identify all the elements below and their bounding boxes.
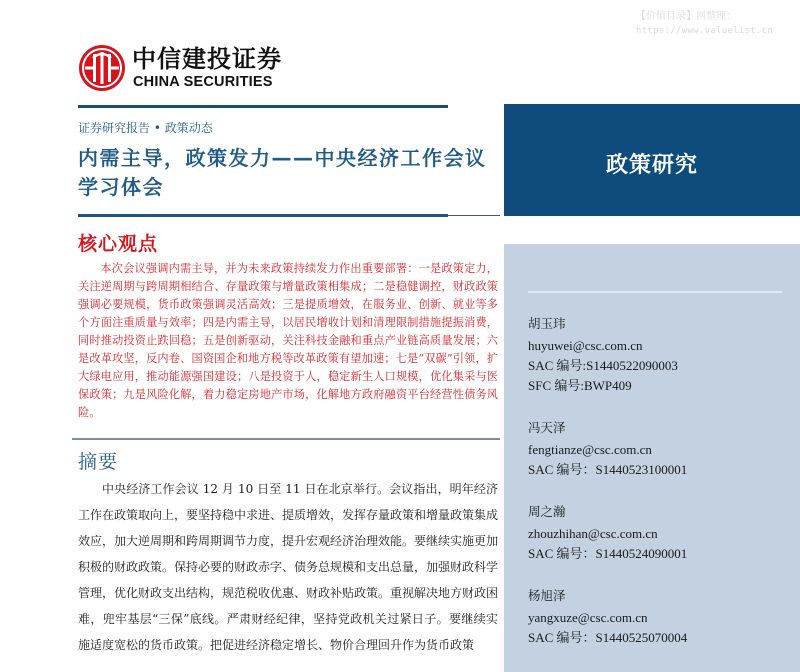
category-label: 政策研究 [605,153,698,178]
category-box [504,104,800,216]
logo-name-en: CHINA SECURITIES [133,74,273,90]
core-view-heading: 核心观点 [78,233,159,255]
header-bottom-rule [78,214,448,217]
analyst-card [528,314,678,396]
analyst-sfc: SFC 编号:BWP409 [528,378,632,393]
analyst-card [528,586,687,648]
watermark [636,10,773,38]
analyst-email[interactable]: fengtianze@csc.com.cn [528,442,652,457]
analyst-card [528,418,687,480]
analyst-name: 胡玉玮 [528,316,566,331]
analyst-sac: SAC 编号：S1440523100001 [528,462,688,477]
analyst-sac: SAC 编号:S1440522090003 [528,358,678,373]
analyst-card [528,502,687,564]
header-top-rule [78,105,448,108]
analyst-name: 冯天泽 [528,420,566,435]
analyst-sac: SAC 编号：S1440525070004 [528,630,688,645]
summary-heading: 摘要 [78,451,119,473]
company-logo [78,44,298,94]
report-title [78,144,508,202]
title-line-2: 学习体会 [78,175,164,199]
citic-logo-icon [78,44,126,92]
analyst-name: 杨旭泽 [528,588,566,603]
analyst-sac: SAC 编号：S1440524090001 [528,546,688,561]
analyst-name: 周之瀚 [528,504,566,519]
analyst-panel-divider [528,291,782,293]
analyst-email[interactable]: zhouzhihan@csc.com.cn [528,526,658,541]
summary-body: 中央经济工作会议 12 月 10 日至 11 日在北京举行。会议指出，明年经济工作在政策取向上，要坚持稳中求进、提质增效，发挥存量政策和增量政策集成效应，加大逆周期和跨周期调节力度，提升宏观经济治理效能。要继续实施更加积极的财政政策。保持必要的财政赤字、债务总规模和支出总量，加强财政科学管理，优化财政支出结构，规范税收优惠、财政补贴政策。重视解决地方财政困难，兜牢基层“三保”底线。严肃财经纪律，坚持党政机关过紧日子。要继续实施适度宽松的货币政策。把促进经济稳定增长、物价合理回升作为货币政策 [78,482,499,652]
report-subtitle: 证券研究报告 • 政策动态 [78,121,213,135]
core-view-body: 本次会议强调内需主导，并为未来政策持续发力作出重要部署：一是政策定力，关注逆周期与跨周期相结合、存量政策与增量政策相集成；二是稳健调控，财政政策强调必要规模，货币政策强调灵活高效；三是提质增效，在服务业、创新、就业等多个方面注重质量与效率；四是内需主导，以居民增收计划和清理限制措施提振消费，同时推动投资止跌回稳；五是创新驱动，关注科技金融和重点产业链高质量发展；六是改革攻坚，反内卷、国资国企和地方税等改革政策有望加速；七是“双碳”引领，扩大绿电应用，推动能源强国建设；八是投资于人，稳定新生人口规模，优化集采与医保政策；九是风险化解，着力稳定房地产市场，化解地方政府融资平台经营性债务风险。 [78,262,498,419]
watermark-line2: https://www.valuelist.cn [636,26,774,36]
logo-name-cn: 中信建投证券 [132,45,282,73]
analyst-email[interactable]: huyuwei@csc.com.cn [528,338,643,353]
watermark-line1: 【价值目录】网整理： [636,11,736,22]
analyst-panel [504,244,800,672]
header-bottom-rule-thin [448,215,500,216]
analyst-email[interactable]: yangxuze@csc.com.cn [528,610,648,625]
title-line-1: 内需主导，政策发力——中央经济工作会议 [78,146,487,170]
section-divider [72,438,500,440]
